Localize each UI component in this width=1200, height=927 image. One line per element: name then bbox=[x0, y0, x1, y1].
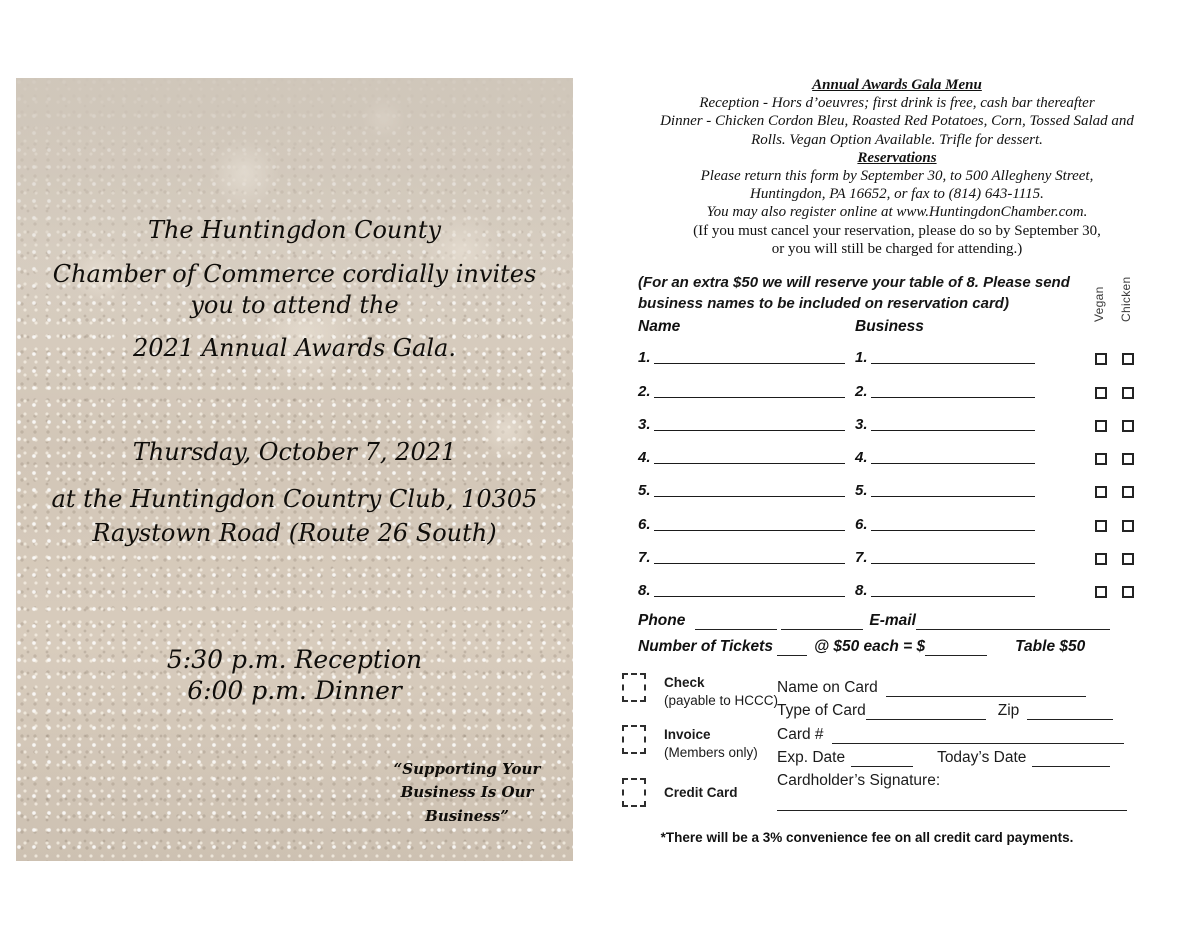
vegan-checkbox[interactable] bbox=[1095, 486, 1107, 498]
location-line-1: at the Huntingdon Country Club, 10305 bbox=[51, 485, 538, 513]
event-location bbox=[16, 482, 573, 550]
chicken-checkbox[interactable] bbox=[1122, 520, 1134, 532]
name-input-line[interactable] bbox=[654, 596, 845, 597]
name-row-number: 5. bbox=[638, 482, 651, 500]
reservation-line-1: Please return this form by September 30, to 500 Allegheny Street, bbox=[700, 168, 1094, 185]
name-input-line[interactable] bbox=[654, 397, 845, 398]
email-input-line[interactable] bbox=[916, 617, 1110, 630]
business-input-line[interactable] bbox=[871, 397, 1035, 398]
menu-reservations-block bbox=[628, 76, 1166, 258]
table-note-line-2: business names to be included on reservation card) bbox=[638, 295, 1009, 312]
type-of-card-label: Type of Card bbox=[777, 702, 866, 720]
card-number-line[interactable] bbox=[832, 731, 1124, 744]
schedule-dinner: 6:00 p.m. Dinner bbox=[187, 676, 402, 705]
table-note-line-1: (For an extra $50 we will reserve your table of 8. Please send bbox=[638, 274, 1070, 291]
name-input-line[interactable] bbox=[654, 363, 845, 364]
invite-line-3: you to attend the bbox=[190, 291, 399, 319]
exp-date-label: Exp. Date bbox=[777, 748, 846, 766]
menu-line-reception: Reception - Hors d’oeuvres; first drink is free, cash bar thereafter bbox=[699, 95, 1095, 112]
guest-row bbox=[638, 373, 1143, 406]
name-row-number: 7. bbox=[638, 549, 651, 567]
name-row-number: 4. bbox=[638, 449, 651, 467]
business-input-line[interactable] bbox=[871, 563, 1035, 564]
table-reservation-note bbox=[638, 272, 1118, 314]
card-fields bbox=[777, 674, 1133, 816]
name-on-card-label: Name on Card bbox=[777, 679, 878, 697]
credit-card-option-label: Credit Card bbox=[664, 785, 738, 800]
invoice-option-label: Invoice bbox=[664, 727, 711, 742]
guest-row bbox=[638, 440, 1143, 473]
business-row-number: 8. bbox=[855, 582, 868, 600]
tagline-line-3: Business” bbox=[425, 806, 509, 825]
vegan-checkbox[interactable] bbox=[1095, 520, 1107, 532]
type-of-card-line[interactable] bbox=[866, 707, 986, 720]
chicken-checkbox[interactable] bbox=[1122, 387, 1134, 399]
card-number-label: Card # bbox=[777, 725, 824, 743]
menu-title: Annual Awards Gala Menu bbox=[812, 77, 982, 93]
invitation-heading bbox=[16, 216, 573, 362]
vegan-checkbox[interactable] bbox=[1095, 586, 1107, 598]
cancel-line-2: or you will still be charged for attending.) bbox=[771, 240, 1023, 257]
exp-date-line[interactable] bbox=[851, 754, 913, 767]
email-label: E-mail bbox=[869, 612, 916, 629]
phone-input-line-2[interactable] bbox=[781, 617, 863, 630]
chicken-checkbox[interactable] bbox=[1122, 553, 1134, 565]
chicken-checkbox[interactable] bbox=[1122, 353, 1134, 365]
chamber-tagline bbox=[387, 758, 547, 828]
vegan-checkbox[interactable] bbox=[1095, 453, 1107, 465]
tagline-line-2: Business Is Our bbox=[400, 783, 534, 802]
phone-input-line[interactable] bbox=[695, 617, 777, 630]
vegan-column-label: Vegan bbox=[1092, 286, 1106, 322]
guest-grid bbox=[638, 340, 1143, 606]
business-row-number: 6. bbox=[855, 515, 868, 533]
name-input-line[interactable] bbox=[654, 496, 845, 497]
menu-line-dinner: Dinner - Chicken Cordon Bleu, Roasted Red Potatoes, Corn, Tossed Salad and bbox=[660, 113, 1134, 130]
name-row-number: 6. bbox=[638, 515, 651, 533]
business-input-line[interactable] bbox=[871, 530, 1035, 531]
todays-date-line[interactable] bbox=[1032, 754, 1110, 767]
name-row-number: 1. bbox=[638, 349, 651, 367]
invite-line-1: The Huntingdon County bbox=[147, 216, 442, 244]
name-on-card-row bbox=[777, 674, 1133, 697]
business-column-header: Business bbox=[855, 318, 924, 335]
vegan-checkbox[interactable] bbox=[1095, 387, 1107, 399]
business-input-line[interactable] bbox=[871, 430, 1035, 431]
type-of-card-row bbox=[777, 697, 1133, 720]
guest-row bbox=[638, 506, 1143, 539]
guest-row bbox=[638, 573, 1143, 606]
cancel-line-1: (If you must cancel your reservation, please do so by September 30, bbox=[693, 222, 1101, 239]
name-input-line[interactable] bbox=[654, 463, 845, 464]
reservation-line-2: Huntingdon, PA 16652, or fax to (814) 643-1115. bbox=[750, 186, 1044, 203]
contact-line bbox=[638, 606, 1146, 630]
dates-row bbox=[777, 744, 1133, 767]
check-payment-checkbox[interactable] bbox=[622, 673, 646, 702]
business-input-line[interactable] bbox=[871, 363, 1035, 364]
invoice-payment-checkbox[interactable] bbox=[622, 725, 646, 754]
guest-row bbox=[638, 473, 1143, 506]
business-row-number: 4. bbox=[855, 449, 868, 467]
event-date: Thursday, October 7, 2021 bbox=[132, 438, 457, 466]
name-row-number: 3. bbox=[638, 415, 651, 433]
guest-grid-header bbox=[638, 318, 1138, 340]
tagline-line-1: “Supporting Your bbox=[393, 760, 541, 778]
check-option-sub: (payable to HCCC) bbox=[664, 693, 779, 708]
phone-label: Phone bbox=[638, 612, 686, 629]
name-input-line[interactable] bbox=[654, 563, 845, 564]
guest-row bbox=[638, 407, 1143, 440]
name-column-header: Name bbox=[638, 318, 681, 335]
tickets-price-label: @ $50 each = $ bbox=[813, 638, 926, 655]
menu-line-rolls: Rolls. Vegan Option Available. Trifle for dessert. bbox=[751, 131, 1043, 148]
invoice-option-sub: (Members only) bbox=[664, 745, 758, 760]
business-row-number: 5. bbox=[855, 482, 868, 500]
event-schedule bbox=[16, 644, 573, 706]
vegan-checkbox[interactable] bbox=[1095, 420, 1107, 432]
chicken-checkbox[interactable] bbox=[1122, 420, 1134, 432]
vegan-checkbox[interactable] bbox=[1095, 553, 1107, 565]
business-input-line[interactable] bbox=[871, 463, 1035, 464]
signature-label-row bbox=[777, 767, 1133, 790]
check-option-label: Check bbox=[664, 675, 705, 690]
business-row-number: 2. bbox=[855, 382, 868, 400]
name-input-line[interactable] bbox=[654, 430, 845, 431]
reservation-line-3: You may also register online at www.HuntingdonChamber.com. bbox=[706, 204, 1088, 221]
tickets-qty-line[interactable] bbox=[777, 643, 807, 656]
name-input-line[interactable] bbox=[654, 530, 845, 531]
chicken-checkbox[interactable] bbox=[1122, 486, 1134, 498]
schedule-reception: 5:30 p.m. Reception bbox=[166, 645, 423, 674]
tickets-label: Number of Tickets bbox=[638, 638, 773, 655]
business-input-line[interactable] bbox=[871, 496, 1035, 497]
business-row-number: 7. bbox=[855, 549, 868, 567]
reservations-title: Reservations bbox=[857, 149, 937, 166]
tickets-line bbox=[638, 632, 1146, 656]
vegan-checkbox[interactable] bbox=[1095, 353, 1107, 365]
signature-line[interactable] bbox=[777, 798, 1127, 811]
location-line-2: Raystown Road (Route 26 South) bbox=[92, 519, 497, 547]
table-price-label: Table $50 bbox=[1015, 638, 1086, 655]
zip-line[interactable] bbox=[1027, 707, 1113, 720]
chicken-checkbox[interactable] bbox=[1122, 586, 1134, 598]
credit-card-payment-checkbox[interactable] bbox=[622, 778, 646, 807]
guest-row bbox=[638, 340, 1143, 373]
name-on-card-line[interactable] bbox=[886, 684, 1086, 697]
guest-row bbox=[638, 540, 1143, 573]
convenience-fee-footnote: *There will be a 3% convenience fee on all credit card payments. bbox=[660, 830, 1074, 845]
chicken-column-label: Chicken bbox=[1119, 276, 1133, 322]
card-number-row bbox=[777, 720, 1133, 743]
tickets-total-line[interactable] bbox=[925, 643, 987, 656]
name-row-number: 8. bbox=[638, 582, 651, 600]
business-row-number: 1. bbox=[855, 349, 868, 367]
name-row-number: 2. bbox=[638, 382, 651, 400]
invite-line-4: 2021 Annual Awards Gala. bbox=[132, 334, 456, 362]
chicken-checkbox[interactable] bbox=[1122, 453, 1134, 465]
business-input-line[interactable] bbox=[871, 596, 1035, 597]
business-row-number: 3. bbox=[855, 415, 868, 433]
glitter-invitation-panel bbox=[16, 78, 573, 861]
invite-line-2: Chamber of Commerce cordially invites bbox=[52, 260, 537, 288]
signature-label: Cardholder’s Signature: bbox=[777, 771, 941, 789]
todays-date-label: Today’s Date bbox=[937, 748, 1027, 766]
zip-label: Zip bbox=[997, 702, 1020, 720]
